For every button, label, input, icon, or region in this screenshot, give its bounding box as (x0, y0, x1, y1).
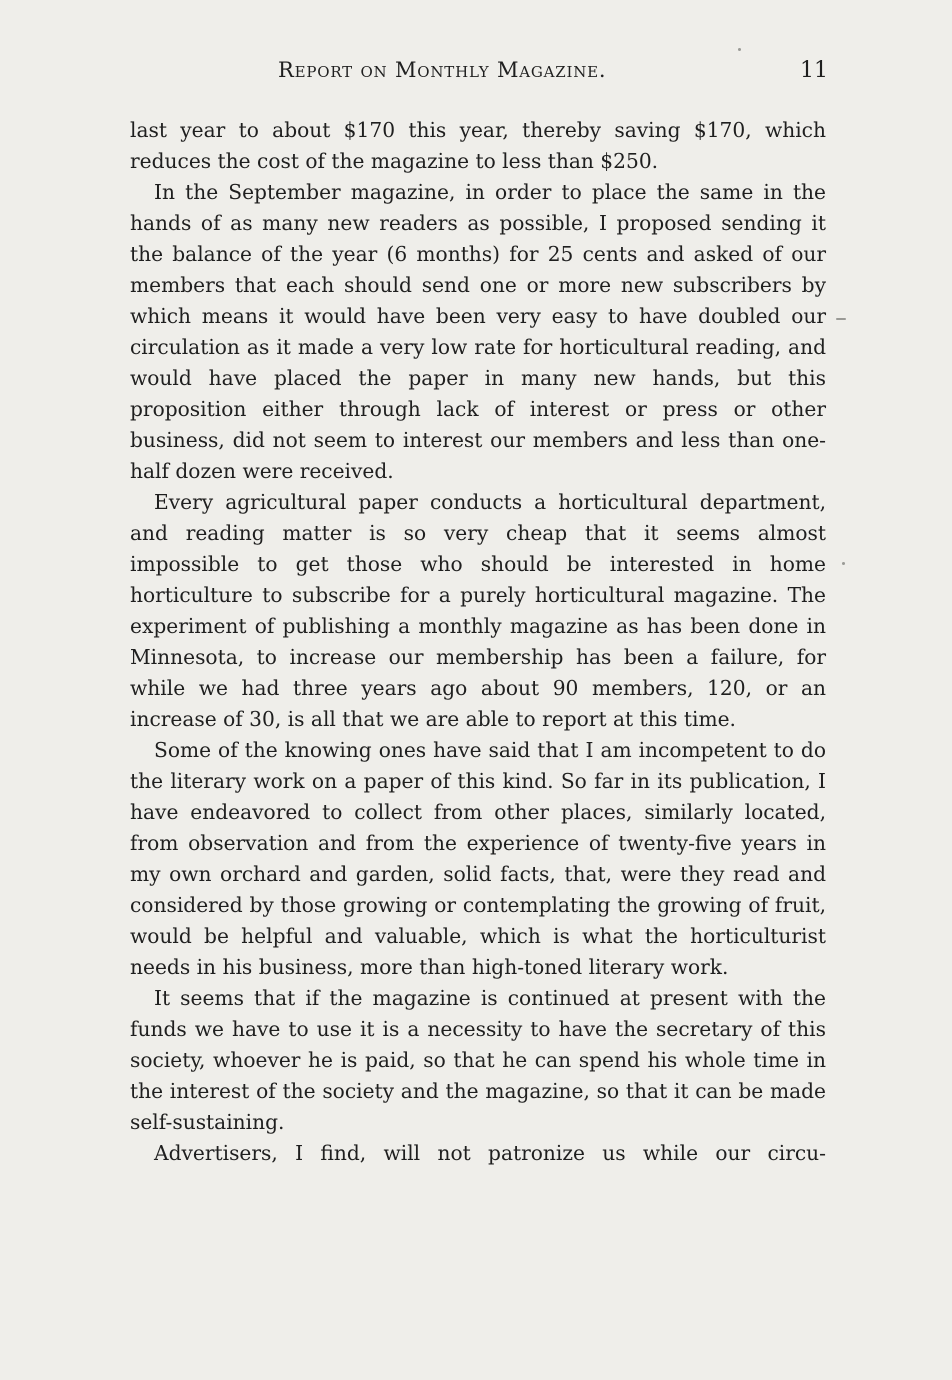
paragraph-september-magazine: In the September magazine, in order to place the same in the hands of as many new readers as possible, I proposed sending it the balance of the year (6 months) for 25 cents and asked of our members that each should send one or more new subscribers by which means it would have been very easy to have doubled our circulation as it made a very low rate for horticultural reading, and would have placed the paper in many new hands, but this proposition either through lack of interest or press or other business, did not seem to interest our members and less than one-half dozen were received. (130, 180, 826, 483)
paragraph-agricultural-paper: Every agricultural paper conducts a horticultural department, and reading matter is so very cheap that it seems almost impossible to get those who should be interested in home horticulture to subscribe for a purely horticultural magazine. The experiment of publishing a monthly magazine as has been done in Minnesota, to increase our membership has been a failure, for while we had three years ago about 90 members, 120, or an increase of 30, is all that we are able to report at this time. (130, 490, 826, 731)
paragraph-continued: last year to about $170 this year, thereby saving $170, which reduces the cost of the magazine to less than $250. (130, 118, 826, 173)
body-text (130, 115, 826, 1169)
paper-speck (842, 562, 845, 565)
page-number: 11 (800, 58, 828, 83)
paragraph-advertisers: Advertisers, I find, will not patronize us while our circu- (154, 1141, 826, 1165)
paper-speck (836, 318, 846, 320)
running-head (128, 58, 828, 98)
paragraph-knowing-ones: Some of the knowing ones have said that I am incompetent to do the literary work on a paper of this kind. So far in its publication, I have endeavored to collect from other places, similarly located, from observation and from the experience of twenty-five years in my own orchard and garden, solid facts, that, were they read and considered by those growing or contemplating the growing of fruit, would be helpful and valuable, which is what the horticulturist needs in his business, more than high-toned literary work. (130, 738, 826, 979)
paper-speck (738, 48, 741, 51)
running-title: Report on Monthly Magazine. (278, 58, 607, 82)
paragraph-magazine-continued: It seems that if the magazine is continued at present with the funds we have to use it is a necessity to have the secretary of this society, whoever he is paid, so that he can spend his whole time in the interest of the society and the magazine, so that it can be made self-sustaining. (130, 986, 826, 1134)
